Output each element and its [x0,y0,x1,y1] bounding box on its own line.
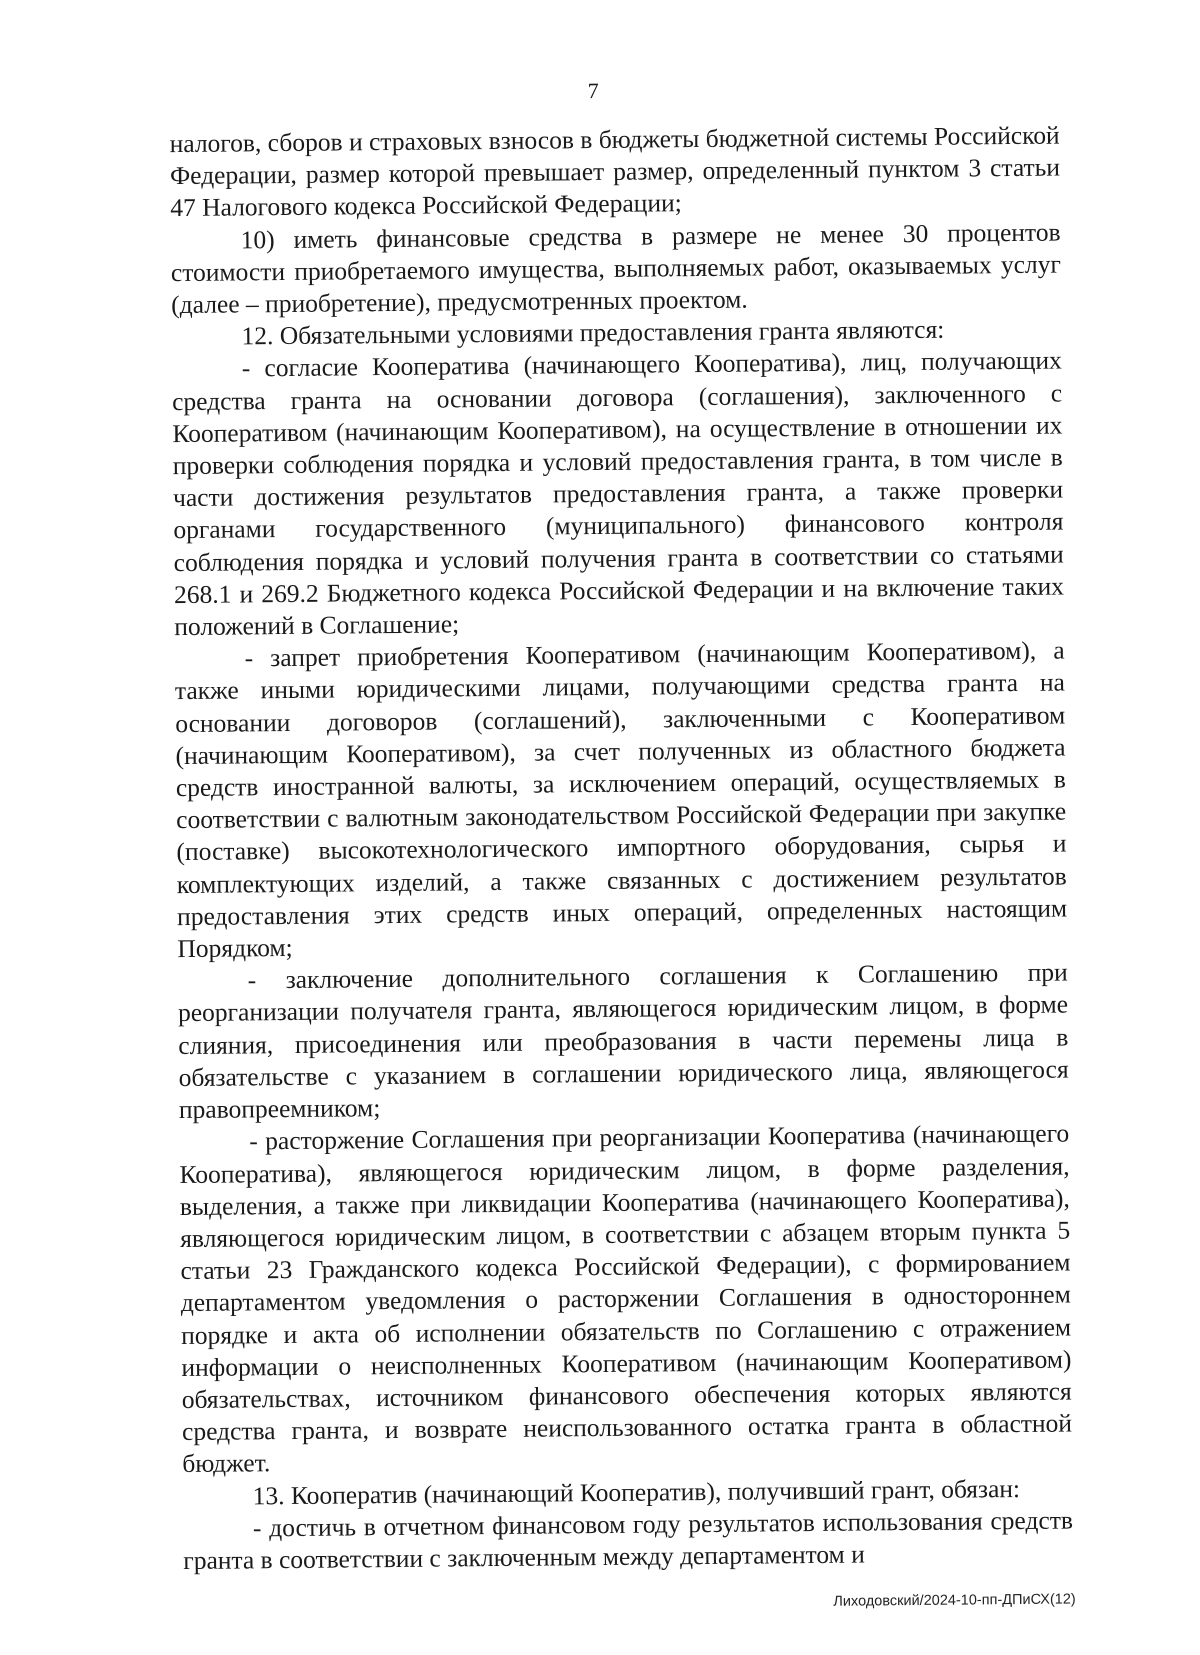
document-footer-reference: Лиходовский/2024-10-пп-ДПиСХ(12) [833,1591,1076,1610]
list-item: - согласие Кооператива (начинающего Кооператива), лиц, получающих средства гранта на основании договора (соглашения), заключенного с Кооперативом (начинающим Кооперативом), на осуществление в отношении их проверки соблюдения порядка и условий предоставления гранта, в том числе в части достижения результатов предоставления гранта, а также проверки органами государственного (муниципального) финансового контроля соблюдения порядка и условий получения гранта в соответствии со статьями 268.1 и 269.2 Бюджетного кодекса Российской Федерации и на включение таких положений в Соглашение; [172,345,1065,642]
section-heading: 12. Обязательными условиями предоставления гранта являются: [241,314,945,351]
list-item: - заключение дополнительного соглашения к Соглашению при реорганизации получателя гранта, являющегося юридическим лицом, в форме слияния, присоединения или преобразования в части перемены лица в обязательстве с указанием в соглашении юридического лица, являющегося правопреемником; [177,957,1069,1125]
paragraph: 10) иметь финансовые средства в размере не менее 30 процентов стоимости приобретаемого имущества, выполняемых работ, оказываемых услуг (далее – приобретение), предусмотренных проектом. [170,217,1062,320]
list-item: - достичь в отчетном финансовом году результатов использования средств гранта в соответствии с заключенным между департаментом и [183,1505,1074,1575]
paragraph: налогов, сборов и страховых взносов в бюджеты бюджетной системы Российской Федерации, размер которой превышает размер, определенный пунктом 3 статьи 47 Налогового кодекса Российской Федерации; [169,120,1061,223]
page-number: 7 [587,77,599,104]
document-body [170,120,1074,1578]
list-item: - запрет приобретения Кооперативом (начинающим Кооперативом), а также иными юридическими лицами, получающими средства гранта на основании договоров (соглашений), заключенными с Кооперативом (начинающим Кооперативом), за счет полученных из областного бюджета средств иностранной валюты, за исключением операций, осуществляемых в соответствии с валютным законодательством Российской Федерации при закупке (поставке) высокотехнологического импортного оборудования, сырья и комплектующих изделий, а также связанных с достижением результатов предоставления этих средств иных операций, определенных настоящим Порядком; [174,635,1068,964]
section-heading: 13. Кооператив (начинающий Кооператив), получивший грант, обязан: [252,1473,1021,1510]
list-item: - расторжение Соглашения при реорганизации Кооператива (начинающего Кооператива), являющегося юридическим лицом, в форме разделения, выделения, а также при ликвидации Кооператива (начинающего Кооператива), являющегося юридическим лицом, в соответствии с абзацем вторым пункта 5 статьи 23 Гражданского кодекса Российской Федерации), с формированием департаментом уведомления о расторжении Соглашения в одностороннем порядке и акта об исполнении обязательств по Соглашению с отражением информации о неисполненных Кооперативом (начинающим Кооперативом) обязательствах, источником финансового обеспечения которых являются средства гранта, и возврате неиспользованного остатка гранта в областной бюджет. [179,1118,1073,1479]
